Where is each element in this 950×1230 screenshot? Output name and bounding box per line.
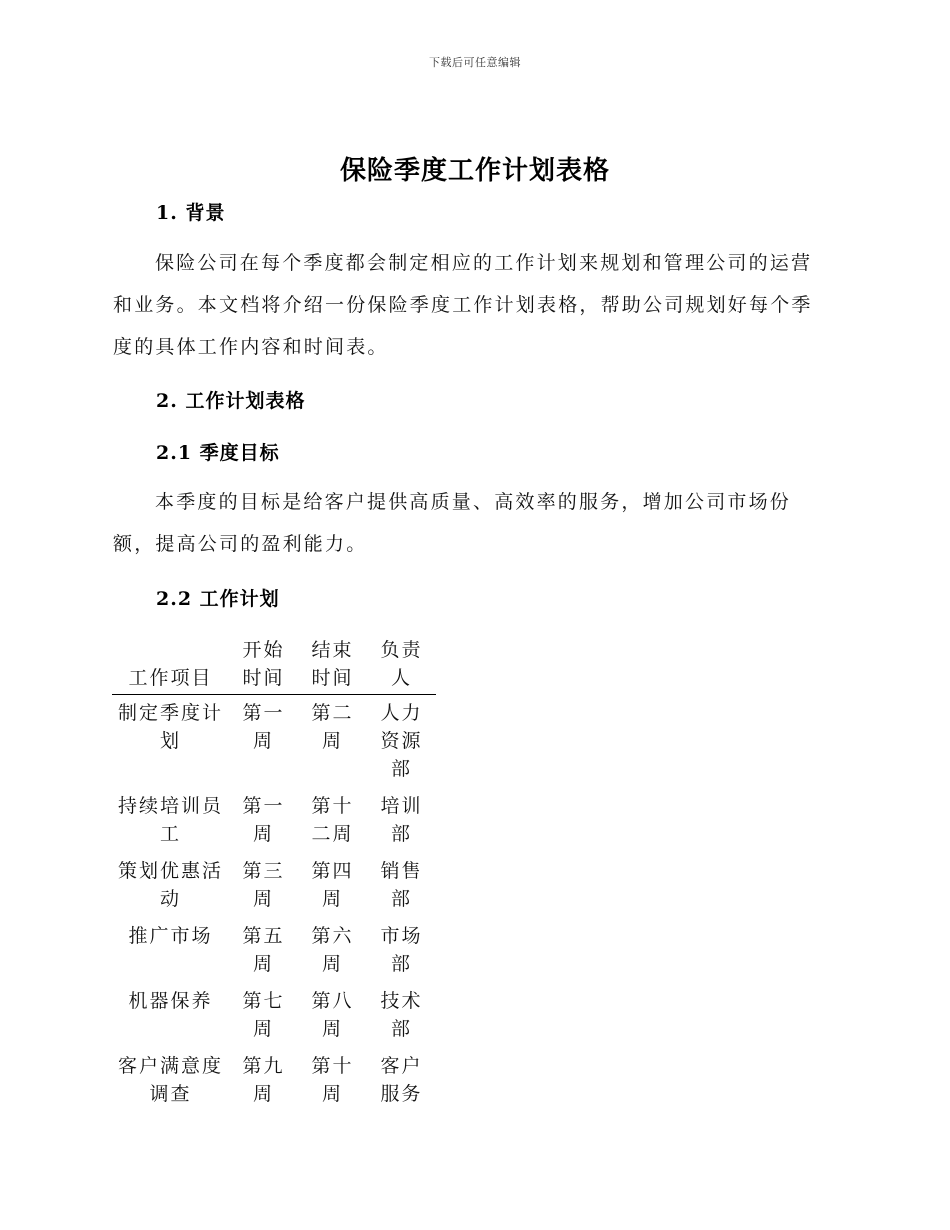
- cell-end: 第六周: [311, 925, 354, 975]
- cell-start: 第九周: [242, 1055, 285, 1105]
- table-row: [112, 695, 436, 789]
- heading-background: 1. 背景: [156, 202, 226, 224]
- cell-start: 第一周: [242, 702, 285, 752]
- heading-work-plan-table: 2. 工作计划表格: [156, 390, 306, 412]
- table-row: [112, 1048, 436, 1113]
- cell-owner: 技术部: [380, 990, 423, 1040]
- cell-start: 第一周: [242, 795, 285, 845]
- cell-item: 推广市场: [128, 925, 213, 947]
- cell-end: 第十二周: [311, 795, 354, 845]
- table-row: [112, 983, 436, 1048]
- cell-start: 第三周: [242, 860, 285, 910]
- cell-item: 策划优惠活动: [118, 860, 224, 910]
- heading-work-plan: 2.2 工作计划: [156, 588, 280, 610]
- column-header-item: 工作项目: [112, 632, 229, 695]
- cell-owner: 培训部: [380, 795, 423, 845]
- table-row: [112, 918, 436, 983]
- cell-item: 机器保养: [128, 990, 213, 1012]
- cell-end: 第二周: [311, 702, 354, 752]
- cell-owner: 客户服务: [380, 1055, 423, 1105]
- cell-owner: 人力资源部: [380, 702, 423, 780]
- cell-start: 第七周: [242, 990, 285, 1040]
- table-header-row: [112, 632, 436, 695]
- table-row: [112, 788, 436, 853]
- background-paragraph: 保险公司在每个季度都会制定相应的工作计划来规划和管理公司的运营和业务。本文档将介绍一份保险季度工作计划表格，帮助公司规划好每个季度的具体工作内容和时间表。: [113, 252, 813, 358]
- cell-end: 第八周: [311, 990, 354, 1040]
- column-header-start: 开始时间: [229, 632, 298, 695]
- cell-end: 第十周: [311, 1055, 354, 1105]
- cell-start: 第五周: [242, 925, 285, 975]
- cell-item: 持续培训员工: [118, 795, 224, 845]
- cell-owner: 销售部: [380, 860, 423, 910]
- quarter-goal-paragraph: 本季度的目标是给客户提供高质量、高效率的服务，增加公司市场份额，提高公司的盈利能力。: [113, 491, 792, 555]
- cell-item: 客户满意度调查: [118, 1055, 224, 1105]
- table-row: [112, 853, 436, 918]
- document-title: 保险季度工作计划表格: [339, 156, 610, 186]
- cell-end: 第四周: [311, 860, 354, 910]
- page-header-note: 下载后可任意编辑: [429, 56, 521, 69]
- cell-item: 制定季度计划: [118, 702, 224, 752]
- column-header-owner: 负责人: [367, 632, 436, 695]
- heading-quarter-goal: 2.1 季度目标: [156, 442, 280, 464]
- column-header-end: 结束时间: [298, 632, 367, 695]
- work-plan-table: [112, 632, 436, 1113]
- cell-owner: 市场部: [380, 925, 423, 975]
